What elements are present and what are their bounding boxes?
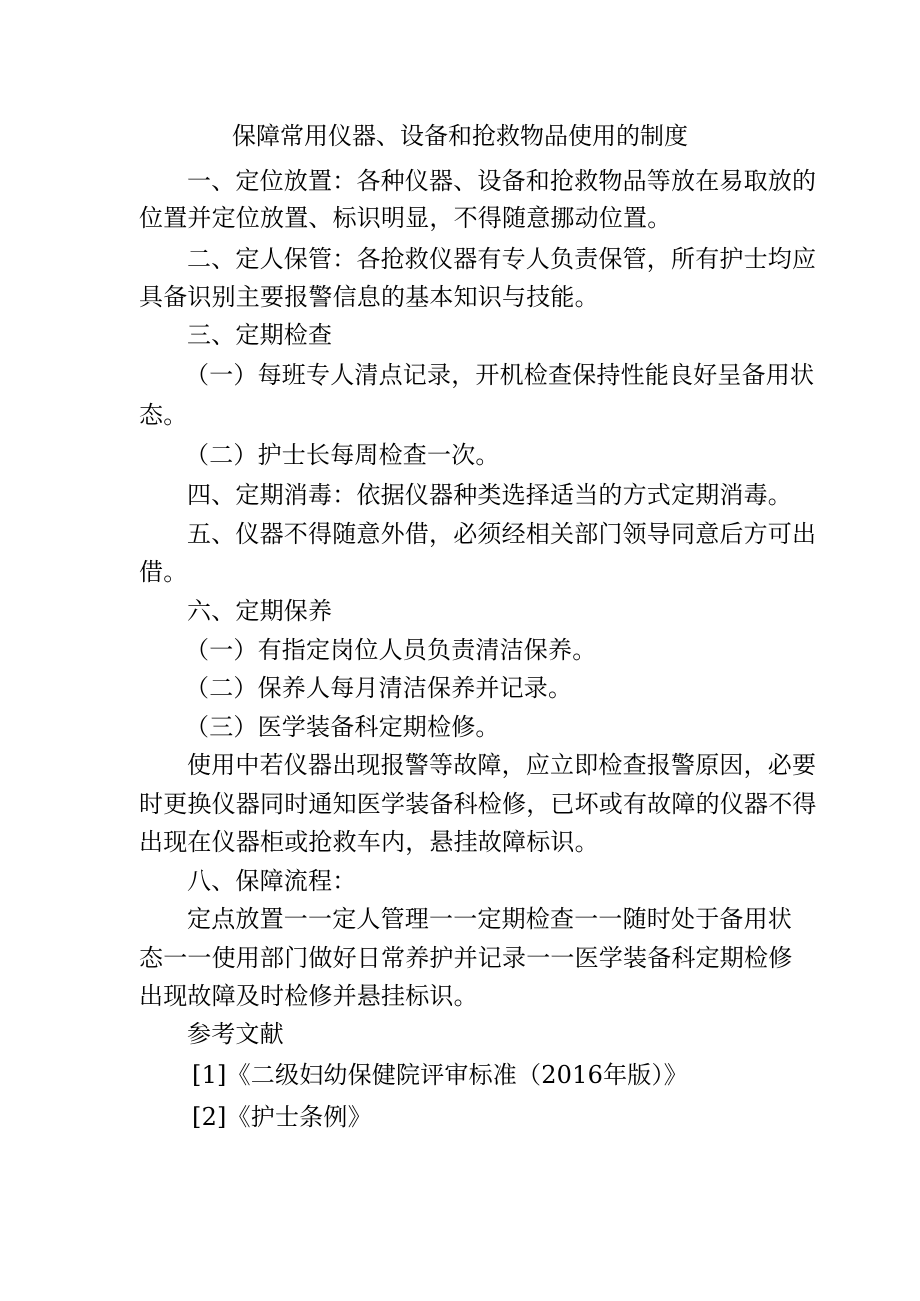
section-6-heading: 六、定期保养 xyxy=(187,597,333,625)
section-1-line-1: 一、定位放置：各种仪器、设备和抢救物品等放在易取放的 xyxy=(187,167,817,195)
section-6-item-2: （二）保养人每月清洁保养并记录。 xyxy=(185,674,573,702)
section-6-item-1: （一）有指定岗位人员负责清洁保养。 xyxy=(185,636,597,664)
usage-line-3: 出现在仪器柜或抢救车内，悬挂故障标识。 xyxy=(139,828,599,856)
section-6-item-3: （三）医学装备科定期检修。 xyxy=(185,713,500,741)
section-5-line-2: 借。 xyxy=(139,558,188,586)
process-line-1: 定点放置一一定人管理一一定期检查一一随时处于备用状 xyxy=(187,905,792,933)
references-heading: 参考文献 xyxy=(187,1020,284,1048)
section-3-item-1-line-2: 态。 xyxy=(139,401,188,429)
process-line-3: 出现故障及时检修并悬挂标识。 xyxy=(139,982,478,1010)
section-3-item-1-line-1: （一）每班专人清点记录，开机检查保持性能良好呈备用状 xyxy=(185,361,815,389)
section-3-heading: 三、定期检查 xyxy=(187,321,333,349)
section-2-line-2: 具备识别主要报警信息的基本知识与技能。 xyxy=(139,283,599,311)
section-1-line-2: 位置并定位放置、标识明显，不得随意挪动位置。 xyxy=(139,204,672,232)
usage-line-2: 时更换仪器同时通知医学装备科检修，已坏或有故障的仪器不得 xyxy=(139,790,817,818)
section-8-heading: 八、保障流程： xyxy=(187,867,357,895)
reference-2: [2]《护士条例》 xyxy=(192,1103,372,1131)
section-5-line-1: 五、仪器不得随意外借，必须经相关部门领导同意后方可出 xyxy=(187,520,817,548)
reference-1: [1]《二级妇幼保健院评审标准（2016年版）》 xyxy=(192,1061,688,1089)
document-title: 保障常用仪器、设备和抢救物品使用的制度 xyxy=(232,122,688,150)
section-3-item-2: （二）护士长每周检查一次。 xyxy=(185,441,500,469)
process-line-2: 态一一使用部门做好日常养护并记录一一医学装备科定期检修 xyxy=(139,944,793,972)
usage-line-1: 使用中若仪器出现报警等故障，应立即检查报警原因，必要 xyxy=(187,751,817,779)
section-2-line-1: 二、定人保管：各抢救仪器有专人负责保管，所有护士均应 xyxy=(187,245,817,273)
section-4: 四、定期消毒：依据仪器种类选择适当的方式定期消毒。 xyxy=(187,481,792,509)
